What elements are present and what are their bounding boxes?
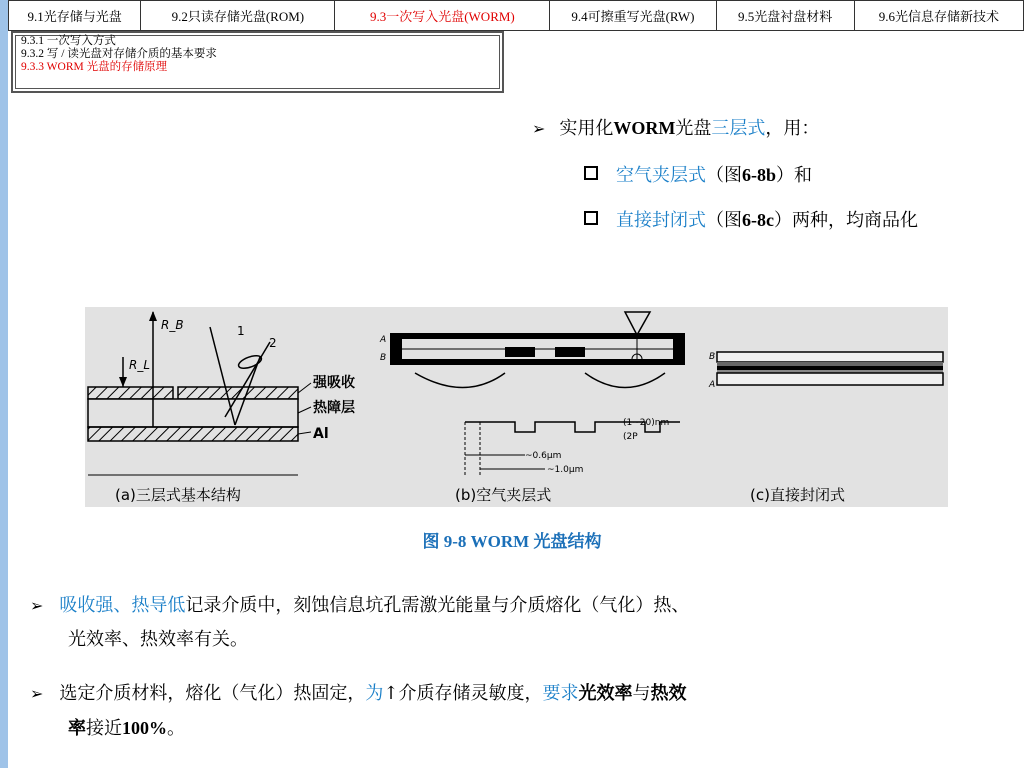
square-bullet-icon	[584, 166, 598, 180]
arrow-bullet-icon: ➢	[30, 596, 44, 615]
paragraph-2	[30, 677, 980, 746]
text: 6-8c	[742, 210, 774, 230]
tab-9-1[interactable]: 9.1光存储与光盘	[9, 1, 141, 30]
label-ray-1: 1	[237, 324, 245, 338]
label-dim-1: ~0.6μm	[525, 451, 562, 461]
text: 光盘	[675, 118, 712, 139]
text: ）两种，均商品化	[773, 210, 918, 231]
label-rl: R_L	[129, 358, 151, 372]
para-1-line-2: 光效率、热效率有关。	[68, 629, 248, 650]
section-subnav	[11, 31, 504, 93]
label-layer-al: Al	[313, 426, 329, 442]
figure-a-three-layer	[88, 311, 355, 504]
tab-9-2[interactable]: 9.2只读存储光盘(ROM)	[141, 1, 335, 30]
bullet-sub-2	[584, 206, 918, 232]
subnav-item-9-3-1[interactable]: 9.3.1 一次写入方式	[21, 35, 116, 47]
text: （图	[706, 165, 742, 186]
text: 记录介质中，刻蚀信息坑孔需激光能量与介质熔化（气化）热、	[185, 595, 690, 616]
label-layer-thermal: 热障层	[313, 400, 355, 416]
text: 。	[167, 718, 185, 739]
text: 吸收强、热导低	[59, 595, 186, 616]
figure-label-a: (a)三层式基本结构	[115, 486, 241, 504]
figure-b-air-sandwich	[379, 312, 685, 504]
bullet-sub-1	[584, 161, 812, 187]
text: 空气夹层式	[616, 165, 706, 186]
text: 直接封闭式	[616, 210, 706, 231]
figure-drawing	[85, 307, 948, 507]
para-2-line-1	[30, 677, 980, 711]
label-a-b: A	[380, 335, 387, 345]
label-dim-3: (1~20)nm	[623, 418, 670, 428]
text: 选定介质材料，熔化（气化）热固定，	[59, 683, 366, 704]
text: 热效	[650, 683, 687, 704]
text: ）和	[776, 165, 813, 186]
para-1-line-1	[30, 589, 980, 623]
text: 接近	[86, 718, 122, 739]
figure-label-c: (c)直接封闭式	[750, 486, 845, 504]
label-a-c: A	[709, 380, 716, 390]
square-bullet-icon	[584, 211, 598, 225]
bullet-main	[532, 114, 819, 140]
worm-structure-figure	[85, 307, 948, 507]
para-2-line-2	[30, 711, 980, 746]
label-b-c: B	[709, 352, 716, 362]
figure-label-b: (b)空气夹层式	[455, 486, 552, 504]
text: ，用：	[765, 118, 820, 139]
paragraph-1	[30, 589, 980, 657]
text: 三层式	[711, 118, 766, 139]
text: 要求	[542, 683, 579, 704]
label-b-b: B	[380, 353, 387, 363]
chapter-tab-bar	[8, 0, 1024, 31]
label-dim-4: (2P	[623, 432, 638, 442]
text: （图	[706, 210, 742, 231]
text: 与	[632, 683, 651, 704]
label-dim-2: ~1.0μm	[547, 465, 584, 475]
subnav-item-9-3-2[interactable]: 9.3.2 写 / 读光盘对存储介质的基本要求	[21, 48, 217, 60]
text: 100%	[122, 718, 167, 738]
figure-c-direct-sealed	[708, 352, 943, 504]
subnav-item-9-3-3[interactable]: 9.3.3 WORM 光盘的存储原理	[21, 61, 168, 73]
tab-9-5[interactable]: 9.5光盘衬盘材料	[717, 1, 855, 30]
tab-9-3[interactable]: 9.3一次写入光盘(WORM)	[335, 1, 550, 30]
text: 实用化	[559, 118, 614, 139]
text: 率	[68, 718, 86, 739]
text: ↑介质存储灵敏度，	[383, 683, 543, 704]
arrow-bullet-icon: ➢	[30, 684, 44, 703]
figure-caption: 图 9-8 WORM 光盘结构	[422, 532, 602, 551]
tab-9-6[interactable]: 9.6光信息存储新技术	[878, 9, 1000, 24]
tab-9-4[interactable]: 9.4可擦重写光盘(RW)	[550, 1, 716, 30]
left-accent-bar	[0, 0, 8, 768]
text: 6-8b	[742, 165, 777, 185]
text: WORM	[613, 118, 676, 138]
label-ray-2: 2	[269, 336, 277, 350]
text: 光效率	[578, 683, 633, 704]
arrow-bullet-icon: ➢	[532, 119, 546, 138]
label-layer-absorb: 强吸收	[313, 375, 355, 391]
label-rb: R_B	[161, 318, 184, 332]
text: 为	[365, 683, 384, 704]
